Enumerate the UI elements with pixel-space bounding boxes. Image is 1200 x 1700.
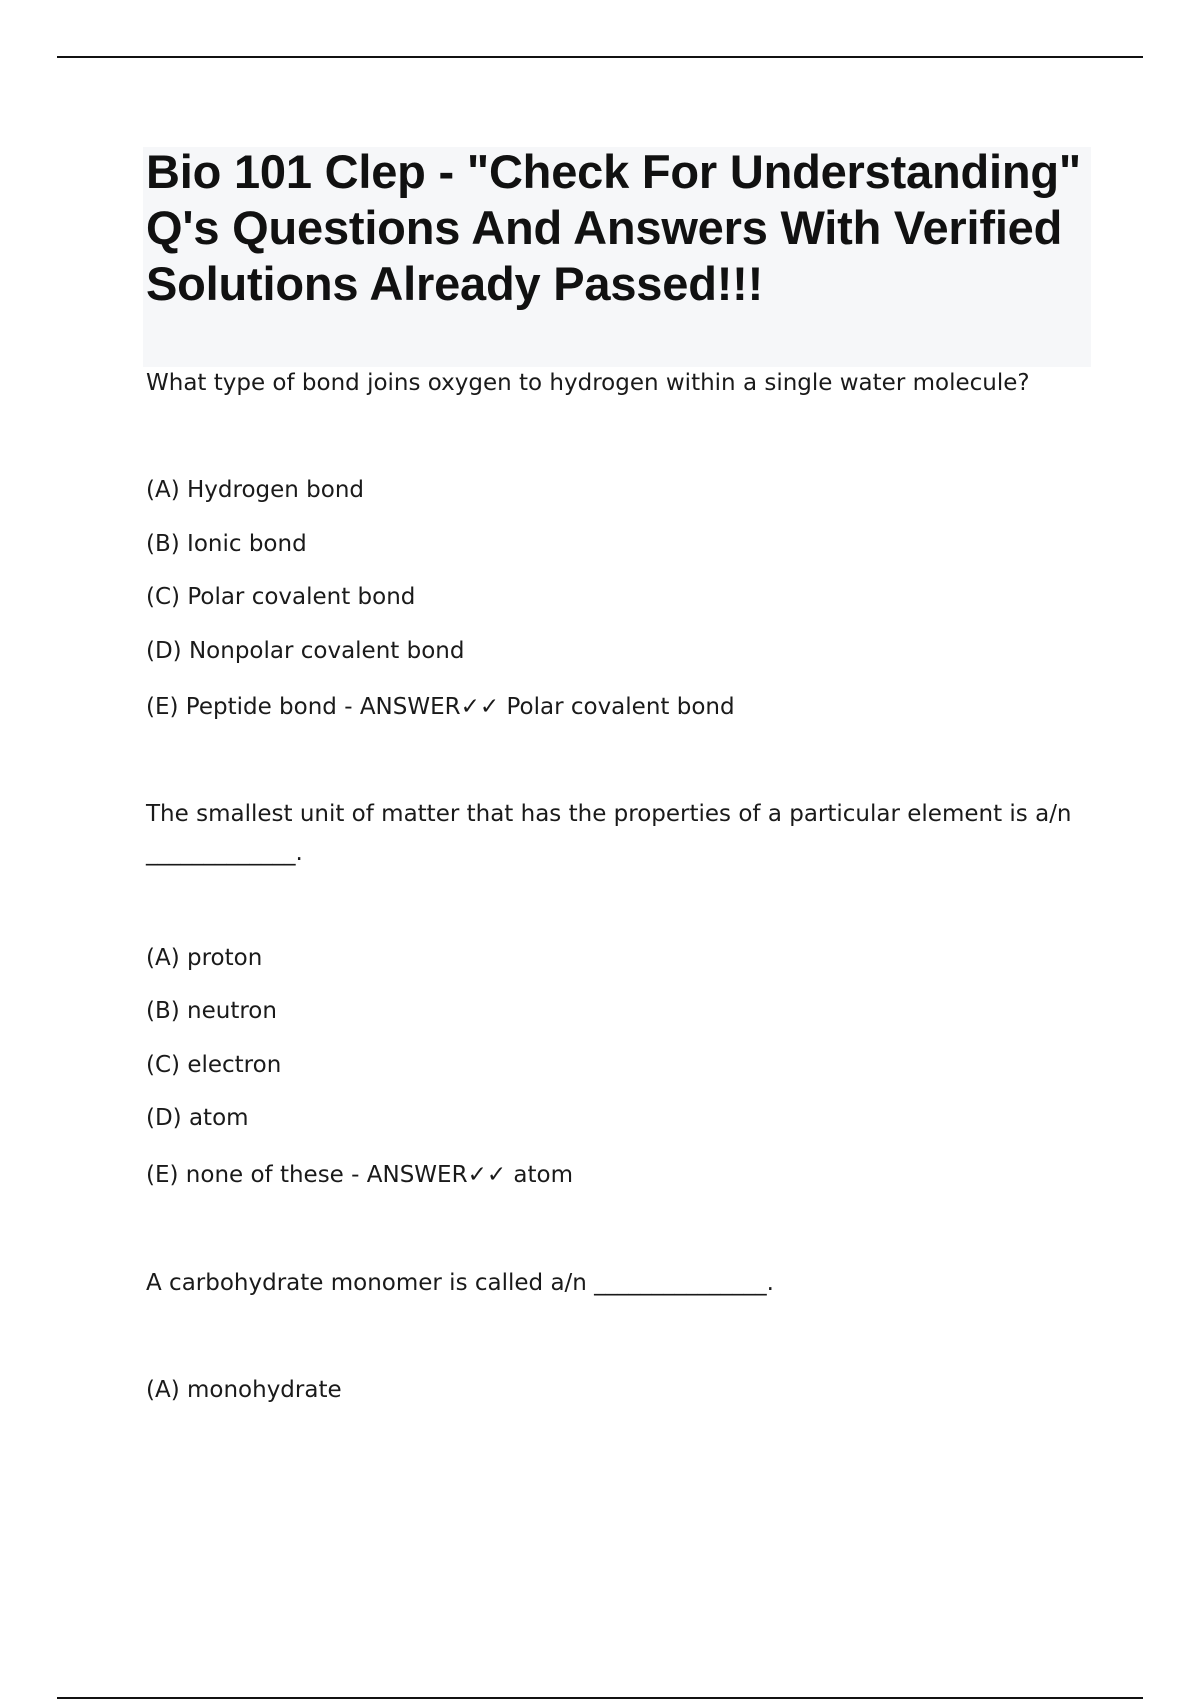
question-1-option-a: (A) Hydrogen bond <box>146 477 365 503</box>
question-2-option-a: (A) proton <box>146 945 263 971</box>
checkmark-icon: ✓✓ <box>460 694 500 720</box>
question-1-prompt: What type of bond joins oxygen to hydrogen within a single water molecule? <box>146 370 1030 396</box>
bottom-rule <box>57 1697 1143 1699</box>
question-1-option-c: (C) Polar covalent bond <box>146 584 416 610</box>
question-2-option-e <box>146 1162 573 1188</box>
question-2-option-c: (C) electron <box>146 1052 282 1078</box>
question-2-prompt: The smallest unit of matter that has the properties of a particular element is a/n <box>146 801 1072 827</box>
question-1-option-e-text: (E) Peptide bond - ANSWER <box>146 694 461 720</box>
question-2-option-b: (B) neutron <box>146 998 277 1024</box>
question-2-blank: _____________. <box>146 840 303 866</box>
question-1-answer: Polar covalent bond <box>506 694 735 720</box>
question-3-prompt: A carbohydrate monomer is called a/n _______________. <box>146 1270 774 1296</box>
top-rule <box>57 56 1143 58</box>
document-title: Bio 101 Clep - "Check For Understanding" Q's Questions And Answers With Verified Solutions Already Passed!!! <box>146 145 1081 310</box>
question-3-option-a: (A) monohydrate <box>146 1377 342 1403</box>
question-1-option-b: (B) Ionic bond <box>146 531 307 557</box>
question-2-answer: atom <box>513 1162 574 1188</box>
question-1-option-d: (D) Nonpolar covalent bond <box>146 638 465 664</box>
checkmark-icon: ✓✓ <box>467 1162 507 1188</box>
question-2-option-e-text: (E) none of these - ANSWER <box>146 1162 468 1188</box>
question-1-option-e <box>146 694 735 720</box>
question-2-option-d: (D) atom <box>146 1105 249 1131</box>
